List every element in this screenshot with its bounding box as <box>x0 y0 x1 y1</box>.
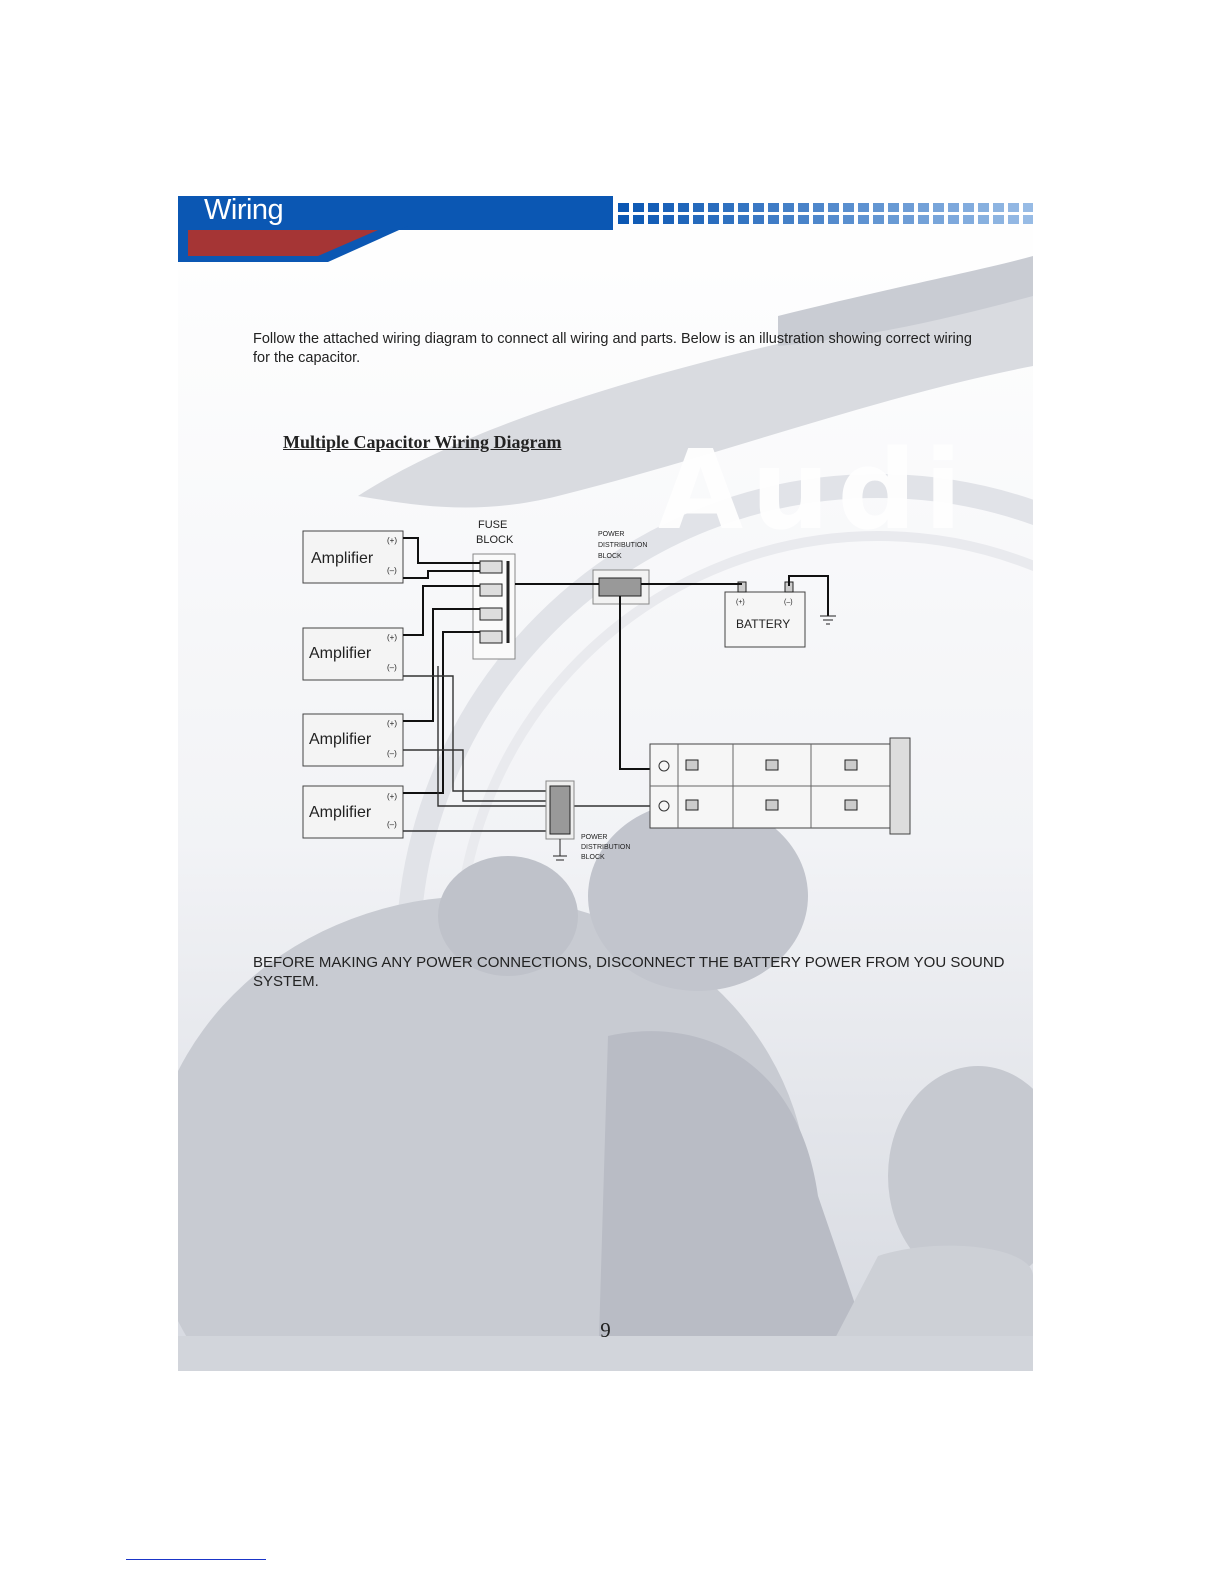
svg-text:(–): (–) <box>387 749 397 758</box>
section-title: Wiring <box>204 196 284 226</box>
header-square <box>903 203 914 212</box>
header-square <box>828 215 839 224</box>
header-square <box>858 215 869 224</box>
header-square <box>618 215 629 224</box>
svg-text:DISTRIBUTION: DISTRIBUTION <box>581 844 631 851</box>
header-square <box>648 215 659 224</box>
svg-text:(+): (+) <box>387 633 397 642</box>
header-square <box>888 215 899 224</box>
power-distribution-block-bottom <box>546 781 630 861</box>
header-square <box>993 203 1004 212</box>
header-square <box>1023 203 1033 212</box>
power-distribution-block-top <box>593 531 649 604</box>
wiring-diagram <box>288 516 938 876</box>
header-square <box>708 203 719 212</box>
header-square <box>1023 215 1033 224</box>
header-square <box>978 215 989 224</box>
svg-text:BLOCK: BLOCK <box>476 534 514 546</box>
diagram-title: Multiple Capacitor Wiring Diagram <box>283 432 562 452</box>
svg-text:(–): (–) <box>387 663 397 672</box>
header-square <box>693 215 704 224</box>
header-square <box>768 203 779 212</box>
footer-divider-line <box>126 1559 266 1560</box>
svg-text:BLOCK: BLOCK <box>598 553 622 560</box>
header-square <box>993 215 1004 224</box>
header-square <box>843 215 854 224</box>
amplifier-2 <box>303 628 403 680</box>
header-square <box>1008 203 1019 212</box>
header-square <box>723 215 734 224</box>
svg-text:FUSE: FUSE <box>478 519 508 531</box>
header-square <box>828 203 839 212</box>
header-square <box>933 215 944 224</box>
svg-text:(–): (–) <box>784 599 793 606</box>
svg-text:Amplifier: Amplifier <box>309 645 372 662</box>
header-square <box>618 203 629 212</box>
header-square <box>813 215 824 224</box>
svg-text:(–): (–) <box>387 566 397 575</box>
header-square <box>903 215 914 224</box>
header-square <box>888 203 899 212</box>
svg-text:BATTERY: BATTERY <box>736 617 791 631</box>
header-square <box>678 215 689 224</box>
fuse-block <box>473 519 515 659</box>
header-square <box>963 203 974 212</box>
svg-text:BLOCK: BLOCK <box>581 854 605 861</box>
warning-text: BEFORE MAKING ANY POWER CONNECTIONS, DISCONNECT THE BATTERY POWER FROM YOU SOUND SYSTEM. <box>253 954 1005 990</box>
battery <box>725 582 805 647</box>
header-square <box>783 215 794 224</box>
header-square <box>813 203 824 212</box>
svg-text:(+): (+) <box>387 792 397 801</box>
header-square <box>633 203 644 212</box>
header-square <box>918 203 929 212</box>
svg-text:(–): (–) <box>387 820 397 829</box>
header-square <box>873 215 884 224</box>
svg-text:(+): (+) <box>387 536 397 545</box>
header-square <box>678 203 689 212</box>
background-watermark: Audi <box>658 426 970 554</box>
amplifier-1 <box>303 531 403 583</box>
page-number: 9 <box>600 1318 611 1342</box>
header-square <box>663 215 674 224</box>
header-square <box>738 203 749 212</box>
svg-text:Amplifier: Amplifier <box>311 550 374 567</box>
header-square <box>723 203 734 212</box>
header-square <box>648 203 659 212</box>
header-square <box>918 215 929 224</box>
header-accent-stripe <box>178 226 408 262</box>
header-square <box>753 203 764 212</box>
header-square <box>798 203 809 212</box>
intro-paragraph: Follow the attached wiring diagram to connect all wiring and parts. Below is an illustration showing correct wiring for the capacitor. <box>253 331 972 366</box>
header-square <box>843 203 854 212</box>
svg-text:POWER: POWER <box>581 834 608 841</box>
header-square <box>963 215 974 224</box>
header-square <box>948 203 959 212</box>
svg-text:POWER: POWER <box>598 531 625 538</box>
header-square <box>753 215 764 224</box>
capacitor-bank <box>650 738 910 834</box>
header-square <box>798 215 809 224</box>
header-square <box>858 203 869 212</box>
header-square <box>738 215 749 224</box>
manual-page <box>178 196 1033 1371</box>
amplifier-3 <box>303 714 403 766</box>
header-square <box>708 215 719 224</box>
header-square <box>1008 215 1019 224</box>
svg-text:Amplifier: Amplifier <box>309 731 372 748</box>
header-square <box>693 203 704 212</box>
svg-text:(+): (+) <box>736 599 745 606</box>
header-square <box>633 215 644 224</box>
svg-text:Amplifier: Amplifier <box>309 804 372 821</box>
header-square-pattern <box>618 202 1033 230</box>
header-square <box>933 203 944 212</box>
header-square <box>783 203 794 212</box>
svg-text:(+): (+) <box>387 719 397 728</box>
header-square <box>663 203 674 212</box>
svg-text:DISTRIBUTION: DISTRIBUTION <box>598 542 648 549</box>
amplifier-4 <box>303 786 403 838</box>
header-square <box>978 203 989 212</box>
header-square <box>768 215 779 224</box>
header-square <box>873 203 884 212</box>
header-square <box>948 215 959 224</box>
